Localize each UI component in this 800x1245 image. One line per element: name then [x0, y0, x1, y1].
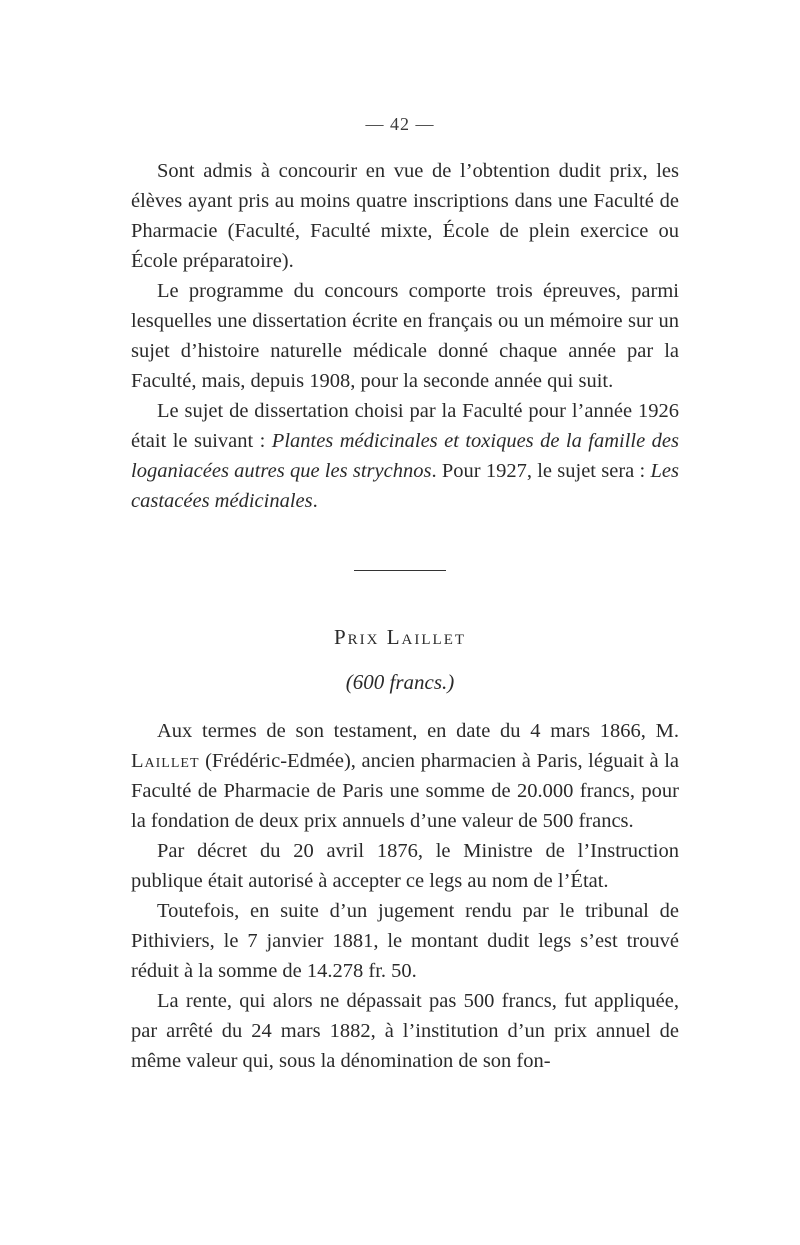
page-number: — 42 — — [365, 114, 435, 134]
paragraph-eligibility: Sont admis à concourir en vue de l’obtention dudit prix, les élèves ayant pris au moins quatre inscriptions dans une Faculté de Pharmacie (Faculté, Faculté mixte, École de plein exercice ou École préparatoire). — [131, 160, 679, 272]
text-block-laillet — [131, 716, 679, 1076]
text-block-eligibility — [131, 156, 679, 516]
section-title: Prix Laillet — [333, 625, 467, 649]
section-subtitle: (600 francs.) — [345, 670, 455, 694]
paragraph-testament — [131, 716, 679, 836]
subject-text-1: Le sujet de dissertation choisi par la Faculté pour l’année 1926 était le suivant : — [131, 400, 679, 452]
paragraph-subject — [131, 396, 679, 516]
testament-text-1: Aux termes de son testament, en date du 4 mars 1866, M. — [157, 720, 679, 742]
testament-text-2: (Frédéric-Edmée), ancien pharmacien à Paris, léguait à la Faculté de Pharmacie de Paris une somme de 20.000 francs, pour la fondation de deux prix annuels d’une valeur de 500 francs. — [131, 750, 679, 832]
subject-title-1927: Les castacées médicinales — [131, 460, 679, 512]
paragraph-annuity: La rente, qui alors ne dépassait pas 500 francs, fut appliquée, par arrêté du 24 mars 1882, à l’institution d’un prix annuel de même valeur qui, sous la dénomination de son fon- — [131, 990, 679, 1072]
paragraph-program: Le programme du concours comporte trois épreuves, parmi lesquelles une dissertation écrite en français ou un mémoire sur un sujet d’histoire naturelle médicale donné chaque année par la Faculté, mais, depuis 1908, pour la seconde année qui suit. — [131, 280, 679, 392]
subject-title-1926: Plantes médicinales et toxiques de la famille des loganiacées autres que les strychnos — [131, 430, 680, 482]
section-divider — [354, 570, 446, 571]
paragraph-decree: Par décret du 20 avril 1876, le Ministre de l’Instruction publique était autorisé à accepter ce legs au nom de l’État. — [131, 840, 679, 892]
subject-text-2: . Pour 1927, le sujet sera : — [431, 460, 651, 482]
paragraph-judgment: Toutefois, en suite d’un jugement rendu par le tribunal de Pithiviers, le 7 janvier 1881, le montant dudit legs s’est trouvé réduit à la somme de 14.278 fr. 50. — [131, 900, 679, 982]
subject-text-3: . — [312, 490, 318, 512]
founder-name: Laillet — [131, 750, 200, 772]
